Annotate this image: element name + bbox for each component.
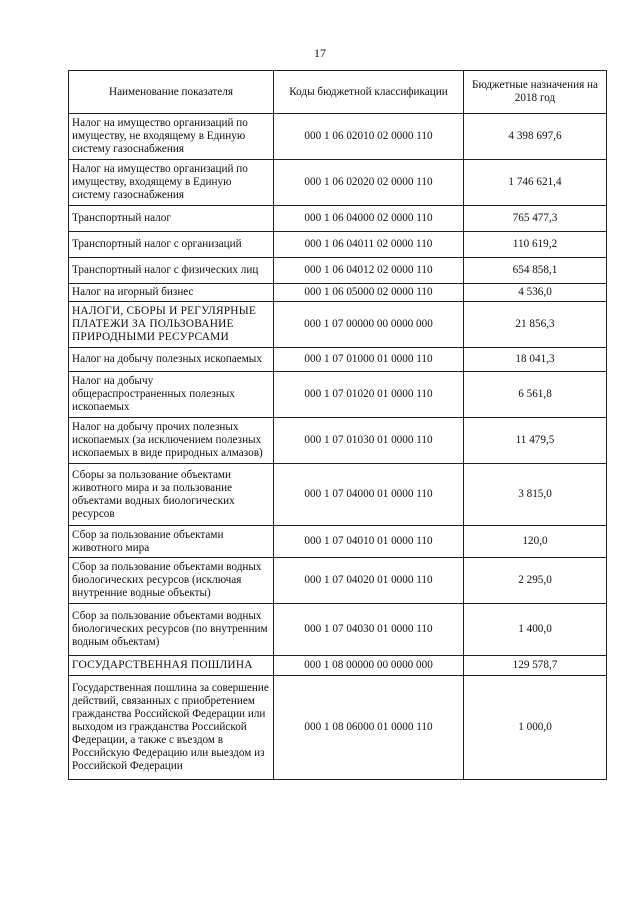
row-code-cell: 000 1 08 06000 01 0000 110	[274, 676, 464, 780]
row-amount-cell: 765 477,3	[464, 206, 607, 232]
header-budget-amount: Бюджетные назначения на 2018 год	[464, 71, 607, 114]
row-code-cell: 000 1 06 04012 02 0000 110	[274, 258, 464, 284]
table-row	[69, 348, 607, 372]
page-number: 17	[314, 46, 326, 60]
row-name-cell: Налог на имущество организаций по имуществу, входящему в Единую систему газоснабжения	[69, 160, 274, 206]
row-name-cell: ГОСУДАРСТВЕННАЯ ПОШЛИНА	[69, 656, 274, 676]
table-row	[69, 284, 607, 302]
row-code-cell: 000 1 06 02020 02 0000 110	[274, 160, 464, 206]
table-row	[69, 418, 607, 464]
row-code-cell: 000 1 07 01000 01 0000 110	[274, 348, 464, 372]
row-code-cell: 000 1 07 00000 00 0000 000	[274, 302, 464, 348]
row-name-cell: НАЛОГИ, СБОРЫ И РЕГУЛЯРНЫЕ ПЛАТЕЖИ ЗА ПОЛЬЗОВАНИЕ ПРИРОДНЫМИ РЕСУРСАМИ	[69, 302, 274, 348]
row-amount-cell: 21 856,3	[464, 302, 607, 348]
row-code-cell: 000 1 08 00000 00 0000 000	[274, 656, 464, 676]
row-name-cell: Налог на игорный бизнес	[69, 284, 274, 302]
table-row	[69, 526, 607, 558]
row-code-cell: 000 1 07 04030 01 0000 110	[274, 604, 464, 656]
table-row	[69, 206, 607, 232]
row-code-cell: 000 1 07 01020 01 0000 110	[274, 372, 464, 418]
table-row	[69, 372, 607, 418]
row-code-cell: 000 1 06 05000 02 0000 110	[274, 284, 464, 302]
row-amount-cell: 6 561,8	[464, 372, 607, 418]
row-amount-cell: 1 746 621,4	[464, 160, 607, 206]
table-row	[69, 656, 607, 676]
row-name-cell: Транспортный налог с физических лиц	[69, 258, 274, 284]
row-name-cell: Налог на имущество организаций по имуществу, не входящему в Единую систему газоснабжения	[69, 114, 274, 160]
row-amount-cell: 120,0	[464, 526, 607, 558]
table-row	[69, 258, 607, 284]
table-row	[69, 464, 607, 526]
table-row	[69, 160, 607, 206]
row-amount-cell: 3 815,0	[464, 464, 607, 526]
table-row	[69, 604, 607, 656]
row-code-cell: 000 1 07 04020 01 0000 110	[274, 558, 464, 604]
row-amount-cell: 1 000,0	[464, 676, 607, 780]
row-amount-cell: 129 578,7	[464, 656, 607, 676]
table-row	[69, 302, 607, 348]
row-amount-cell: 18 041,3	[464, 348, 607, 372]
row-code-cell: 000 1 07 01030 01 0000 110	[274, 418, 464, 464]
row-name-cell: Сбор за пользование объектами животного мира	[69, 526, 274, 558]
row-name-cell: Сбор за пользование объектами водных биологических ресурсов (по внутренним водным объектам)	[69, 604, 274, 656]
budget-table	[68, 70, 607, 780]
row-amount-cell: 654 858,1	[464, 258, 607, 284]
row-code-cell: 000 1 06 02010 02 0000 110	[274, 114, 464, 160]
row-name-cell: Сбор за пользование объектами водных биологических ресурсов (исключая внутренние водные объекты)	[69, 558, 274, 604]
table-row	[69, 114, 607, 160]
table-body	[69, 114, 607, 780]
row-amount-cell: 11 479,5	[464, 418, 607, 464]
row-name-cell: Сборы за пользование объектами животного мира и за пользование объектами водных биологических ресурсов	[69, 464, 274, 526]
table-header	[69, 71, 607, 114]
row-amount-cell: 1 400,0	[464, 604, 607, 656]
row-code-cell: 000 1 07 04010 01 0000 110	[274, 526, 464, 558]
row-code-cell: 000 1 06 04011 02 0000 110	[274, 232, 464, 258]
header-row	[69, 71, 607, 114]
row-amount-cell: 110 619,2	[464, 232, 607, 258]
header-budget-codes: Коды бюджетной классификации	[274, 71, 464, 114]
table-row	[69, 232, 607, 258]
row-name-cell: Налог на добычу полезных ископаемых	[69, 348, 274, 372]
table-row	[69, 558, 607, 604]
row-amount-cell: 4 398 697,6	[464, 114, 607, 160]
row-code-cell: 000 1 07 04000 01 0000 110	[274, 464, 464, 526]
row-name-cell: Транспортный налог с организаций	[69, 232, 274, 258]
row-name-cell: Налог на добычу общераспространенных полезных ископаемых	[69, 372, 274, 418]
row-name-cell: Налог на добычу прочих полезных ископаемых (за исключением полезных ископаемых в виде природных алмазов)	[69, 418, 274, 464]
header-indicator-name: Наименование показателя	[69, 71, 274, 114]
row-amount-cell: 4 536,0	[464, 284, 607, 302]
row-amount-cell: 2 295,0	[464, 558, 607, 604]
row-code-cell: 000 1 06 04000 02 0000 110	[274, 206, 464, 232]
row-name-cell: Государственная пошлина за совершение действий, связанных с приобретением гражданства Российской Федерации или выходом из гражданства Российской Федерации, а также с въездом в Российскую Федерацию или выездом из Российской Федерации	[69, 676, 274, 780]
row-name-cell: Транспортный налог	[69, 206, 274, 232]
table-row	[69, 676, 607, 780]
